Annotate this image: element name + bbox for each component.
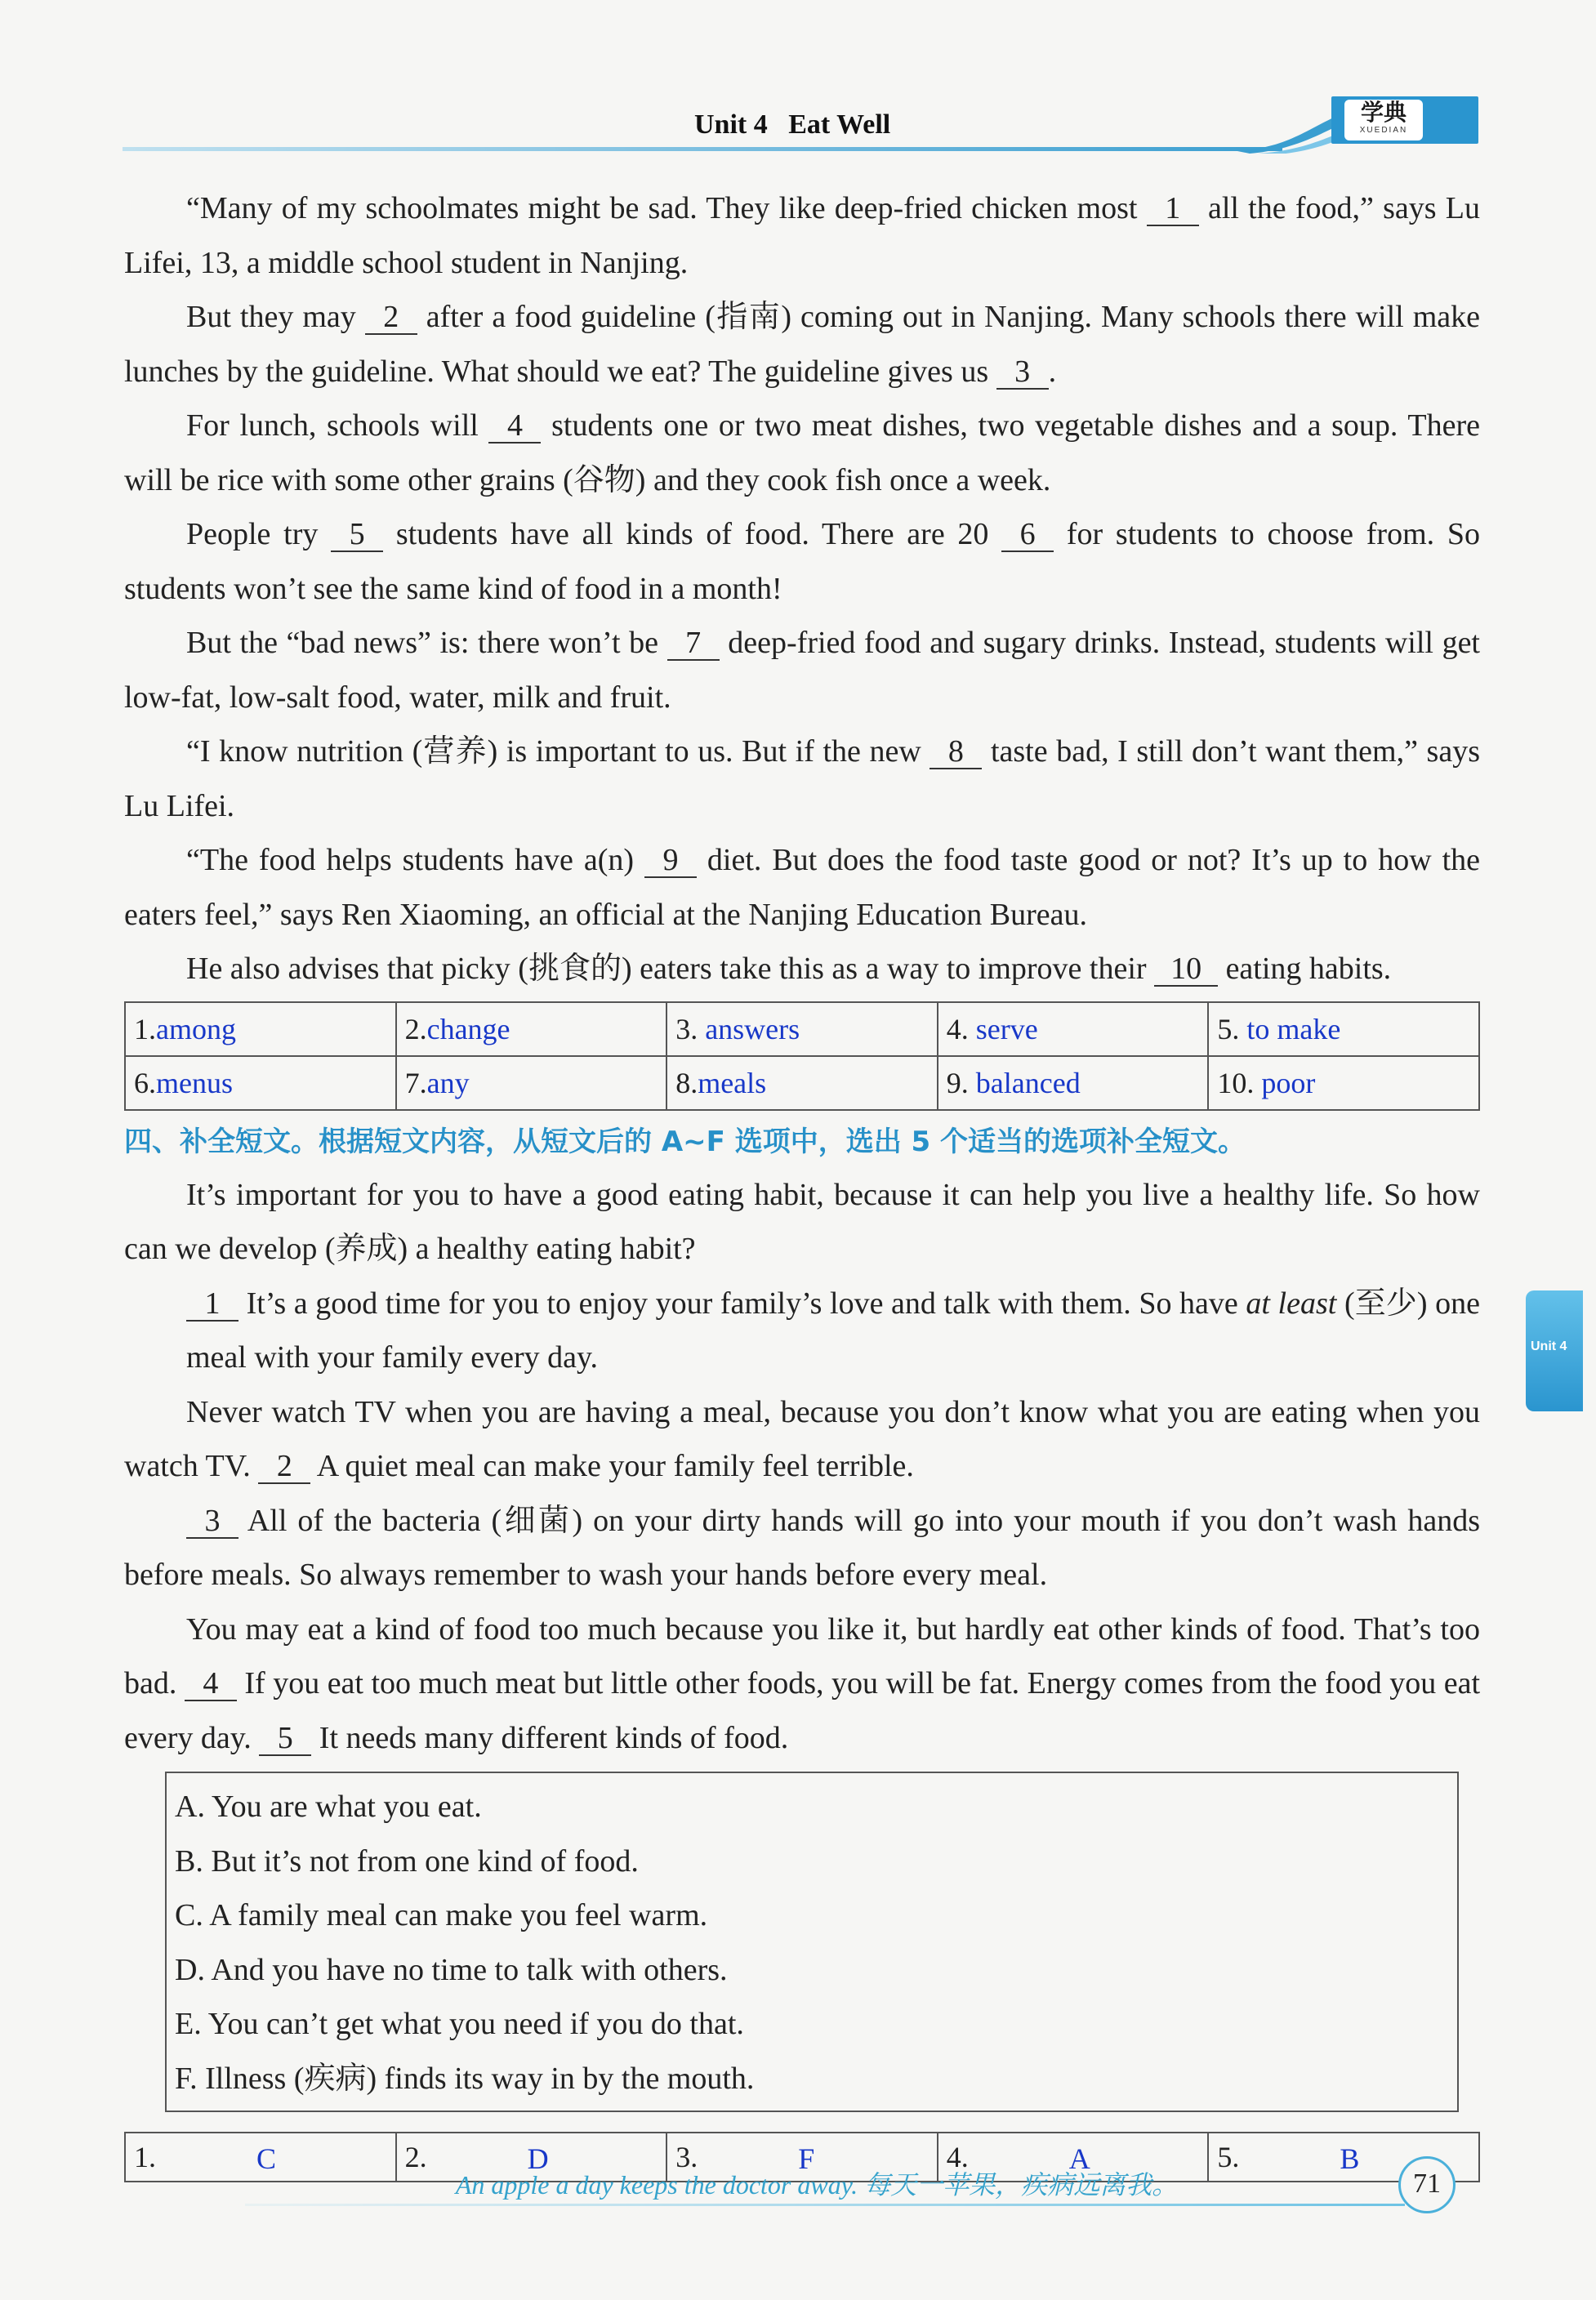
blank-4: 4 <box>488 409 541 444</box>
answer-cell: 1.among <box>125 1002 396 1056</box>
handwritten-answer: balanced <box>975 1066 1081 1099</box>
option-c: C. A family meal can make you feel warm. <box>175 1898 708 1932</box>
passage-paragraph: “The food helps students have a(n) 9 diet. But does the food taste good or not? It’s up to how the eaters feel,” says Ren Xiaoming, an official at the Nanjing Education Bureau. <box>124 843 1480 932</box>
handwritten-answer: D <box>527 2142 549 2175</box>
handwritten-answer: among <box>156 1012 236 1045</box>
page-number: 71 <box>1398 2156 1456 2213</box>
handwritten-answer: A <box>1068 2142 1090 2175</box>
option-f: F. Illness (疾病) finds its way in by the mouth. <box>175 2061 755 2096</box>
passage-paragraph: He also advises that picky (挑食的) eaters take this as a way to improve their 10 eating habits. <box>186 952 1392 986</box>
blank-5: 5 <box>259 1722 311 1756</box>
blank-6: 6 <box>1001 518 1054 552</box>
options-box <box>165 1772 1459 2112</box>
answer-cell: 4. serve <box>938 1002 1209 1056</box>
passage-paragraph: People try 5 students have all kinds of food. There are 20 6 for students to choose from. So students won’t see the same kind of food in a month! <box>124 517 1480 606</box>
answer-cell: 5. B <box>1208 2133 1479 2182</box>
page-header <box>123 96 1478 162</box>
blank-10: 10 <box>1154 952 1218 987</box>
logo-chinese-text: 学典 <box>1360 99 1407 126</box>
blank-2: 2 <box>365 301 417 335</box>
answer-cell: 3. answers <box>666 1002 938 1056</box>
section-heading: 四、补全短文。根据短文内容，从短文后的 A~F 选项中，选出 5 个适当的选项补全短文。 <box>124 1125 1246 1158</box>
handwritten-answer: to make <box>1246 1012 1341 1045</box>
logo-english-text: XUEDIAN <box>1359 126 1408 135</box>
answer-cell: 7.any <box>396 1056 667 1110</box>
footer-rule <box>245 2204 1405 2206</box>
handwritten-answer: answers <box>705 1012 800 1045</box>
side-tab-label: Unit 4 <box>1531 1339 1567 1353</box>
blank-7: 7 <box>667 626 720 661</box>
blank-4: 4 <box>185 1667 237 1701</box>
header-rule <box>123 147 1282 151</box>
option-d: D. And you have no time to talk with others. <box>175 1952 728 1987</box>
table-row <box>125 1002 1479 1056</box>
passage-paragraph: “I know nutrition (营养) is important to us. But if the new 8 taste bad, I still don’t want them,” says Lu Lifei. <box>124 734 1480 823</box>
blank-3: 3 <box>186 1504 239 1539</box>
answer-table-cloze <box>124 1001 1480 1111</box>
passage-paragraph: “Many of my schoolmates might be sad. They like deep-fried chicken most 1 all the food,” says Lu Lifei, 13, a middle school student in Nanjing. <box>124 191 1480 280</box>
unit-side-tab <box>1526 1290 1583 1411</box>
passage-paragraph: Never watch TV when you are having a meal, because you don’t know what you are eating when you watch TV. 2 A quiet meal can make your family feel terrible. <box>124 1394 1480 1483</box>
blank-3: 3 <box>996 355 1049 390</box>
handwritten-answer: B <box>1340 2142 1360 2175</box>
handwritten-answer: F <box>798 2142 815 2175</box>
unit-title: Unit 4 Eat Well <box>694 109 891 140</box>
handwritten-answer: change <box>426 1012 510 1045</box>
passage-paragraph: 3 All of the bacteria (细菌) on your dirty hands will go into your mouth if you don’t wash hands before meals. So always remember to wash your hands before every meal. <box>124 1503 1480 1592</box>
answer-cell: 3. F <box>666 2133 938 2182</box>
answer-cell: 2. D <box>396 2133 667 2182</box>
passage-paragraph: But they may 2 after a food guideline (指南) coming out in Nanjing. Many schools there will make lunches by the guideline. What should we eat? The guideline gives us 3 . <box>124 300 1480 389</box>
answer-cell: 5. to make <box>1208 1002 1479 1056</box>
handwritten-answer: poor <box>1261 1066 1316 1099</box>
page-content <box>124 181 1480 2182</box>
passage-paragraph: It’s important for you to have a good eating habit, because it can help you live a healthy life. So how can we develop (养成) a healthy eating habit? <box>124 1177 1480 1266</box>
option-b: B. But it’s not from one kind of food. <box>175 1843 639 1879</box>
handwritten-answer: meals <box>698 1066 767 1099</box>
answer-cell: 2.change <box>396 1002 667 1056</box>
answer-cell: 6.menus <box>125 1056 396 1110</box>
passage-paragraph: You may eat a kind of food too much because you like it, but hardly eat other kinds of food. That’s too bad. 4 If you eat too much meat but little other foods, you will be fat. Energy comes from the food you eat every day. 5 It needs many different kinds of food. <box>124 1611 1480 1755</box>
answer-cell: 8.meals <box>666 1056 938 1110</box>
answer-cell: 4. A <box>938 2133 1209 2182</box>
handwritten-answer: C <box>256 2142 277 2175</box>
option-e: E. You can’t get what you need if you do that. <box>175 2007 744 2041</box>
blank-1: 1 <box>186 1287 239 1322</box>
blank-2: 2 <box>258 1450 310 1484</box>
answer-cell: 10. poor <box>1208 1056 1479 1110</box>
answer-cell: 1. C <box>125 2133 396 2182</box>
blank-8: 8 <box>930 735 982 769</box>
passage-paragraph: But the “bad news” is: there won’t be 7 deep-fried food and sugary drinks. Instead, students will get low-fat, low-salt food, water, milk and fruit. <box>124 626 1480 715</box>
handwritten-answer: serve <box>975 1012 1038 1045</box>
blank-9: 9 <box>644 844 697 878</box>
blank-1: 1 <box>1147 192 1199 226</box>
handwritten-answer: any <box>426 1066 470 1099</box>
table-row <box>125 1056 1479 1110</box>
passage-paragraph: 1 It’s a good time for you to enjoy your family’s love and talk with them. So have at least (至少) one meal with your family every day. <box>186 1286 1481 1375</box>
publisher-logo <box>1331 96 1478 144</box>
blank-5: 5 <box>331 518 383 552</box>
passage-paragraph: For lunch, schools will 4 students one or two meat dishes, two vegetable dishes and a soup. There will be rice with some other grains (谷物) and they cook fish once a week. <box>124 408 1480 497</box>
option-a: A. You are what you eat. <box>175 1790 482 1824</box>
answer-cell: 9. balanced <box>938 1056 1209 1110</box>
handwritten-answer: menus <box>156 1066 233 1099</box>
footer-motto: An apple a day keeps the doctor away. 每天一苹果，疾病远离我。 <box>455 2170 1179 2200</box>
